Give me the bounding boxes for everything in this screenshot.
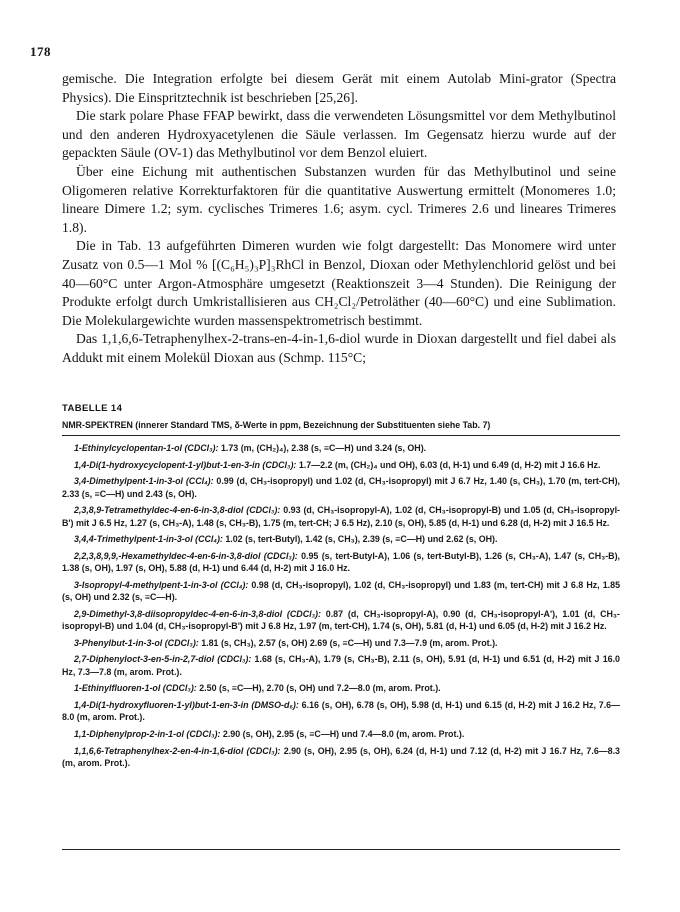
body-paragraph: Die stark polare Phase FFAP bewirkt, dass die verwendeten Lösungsmittel vor dem Methylbutinol und den anderen Hydroxyacetylenen die Säule verlassen. Im Gegensatz hierzu wurde auf der gepackten Säule (OV-1) das Methylbutinol vor dem Benzol eluiert. xyxy=(62,108,616,161)
body-paragraph: Das 1,1,6,6-Tetraphenylhex-2-trans-en-4-in-1,6-diol wurde in Dioxan dargestellt und fiel dabei als Addukt mit einem Molekül Dioxan aus (Schmp. 115°C; xyxy=(62,331,616,365)
body-paragraph: Über eine Eichung mit authentischen Substanzen wurden für das Methylbutinol und seine Oligomeren relative Korrekturfaktoren für die quantitative Auswertung ermittelt (Monomeres 1.0; lineare Dimere 1.2; sym. cyclisches Trimeres 1.6; asym. cycl. Trimeres 2.6 und lineares Trimeres 1.8). xyxy=(62,163,616,235)
compound-name: 2,3,8,9-Tetramethyldec-4-en-6-in-3,8-diol (CDCl₃): xyxy=(74,505,281,516)
table-top-rule xyxy=(62,435,620,436)
nmr-entry xyxy=(62,699,620,724)
nmr-entry xyxy=(62,475,620,500)
nmr-values: 1.81 (s, CH₃), 2.57 (s, OH) 2.69 (s, ≡C—H) und 7.3—7.9 (m, arom. Prot.). xyxy=(198,637,498,648)
table-caption: NMR-SPEKTREN (innerer Standard TMS, δ-Werte in ppm, Bezeichnung der Substituenten siehe Tab. 7) xyxy=(62,420,491,430)
compound-name: 3,4,4-Trimethylpent-1-in-3-ol (CCl₄): xyxy=(74,534,223,545)
nmr-values: 1.02 (s, tert-Butyl), 1.42 (s, CH₃), 2.39 (s, ≡C—H) und 2.62 (s, OH). xyxy=(222,534,498,545)
nmr-entry xyxy=(62,550,620,575)
compound-name: 1-Ethinylfluoren-1-ol (CDCl₃): xyxy=(74,683,197,694)
nmr-values: 0.93 (d, CH₃-isopropyl-A), 1.02 (d, CH₃-isopropyl-B) und 1.05 (d, CH₃-isopropyl-B') mit J 6.5 Hz, 1.27 (s, CH₃-A), 1.48 (s, CH₃-B), 1.75 (m, tert-CH; J 6.5 Hz), 2.10 (s, OH), 5.85 (d, H-1) und 6.28 (d, H-2) mit J 16.5 Hz. xyxy=(62,505,620,528)
nmr-values: 2.90 (s, OH), 2.95 (s, OH), 6.24 (d, H-1) und 7.12 (d, H-2) mit J 16.7 Hz, 7.6—8.3 (m, arom. Prot.). xyxy=(62,745,620,768)
nmr-entry xyxy=(62,459,620,471)
compound-name: 1,1-Diphenylprop-2-in-1-ol (CDCl₃): xyxy=(74,728,221,739)
nmr-entry xyxy=(62,682,620,694)
nmr-entry xyxy=(62,728,620,740)
nmr-values: 2.90 (s, OH), 2.95 (s, ≡C—H) und 7.4—8.0 (m, arom. Prot.). xyxy=(220,728,465,739)
nmr-entry xyxy=(62,504,620,529)
compound-name: 2,9-Dimethyl-3,8-diisopropyldec-4-en-6-in-3,8-diol (CDCl₃): xyxy=(74,608,321,619)
nmr-entry xyxy=(62,745,620,770)
nmr-values: 1.7—2.2 (m, (CH₂)₄ und OH), 6.03 (d, H-1) und 6.49 (d, H-2) mit J 16.6 Hz. xyxy=(296,459,601,470)
nmr-entries xyxy=(62,442,620,774)
body-text xyxy=(62,70,616,368)
compound-name: 1,4-Di(1-hydroxycyclopent-1-yl)but-1-en-3-in (CDCl₃): xyxy=(74,459,297,470)
nmr-entry xyxy=(62,653,620,678)
nmr-values: 0.99 (d, CH₃-isopropyl) und 1.02 (d, CH₃-isopropyl) mit J 6.7 Hz, 1.40 (s, CH₃), 1.70 (m, tert-CH), 2.33 (s, ≡C—H) und 2.43 (s, OH). xyxy=(62,476,620,499)
compound-name: 1-Ethinylcyclopentan-1-ol (CDCl₃): xyxy=(74,443,219,453)
nmr-entry xyxy=(62,608,620,633)
table-title: TABELLE 14 xyxy=(62,403,123,414)
compound-name: 3-Isopropyl-4-methylpent-1-in-3-ol (CCl₄): xyxy=(74,579,249,590)
nmr-entry xyxy=(62,637,620,649)
compound-name: 1,4-Di(1-hydroxyfluoren-1-yl)but-1-en-3-in (DMSO-d₆): xyxy=(74,699,299,710)
nmr-values: 6.16 (s, OH), 6.78 (s, OH), 5.98 (d, H-1) und 6.15 (d, H-2) mit J 16.2 Hz, 7.6—8.0 (m, arom. Prot.). xyxy=(62,699,620,723)
nmr-values: 0.98 (d, CH₃-isopropyl), 1.02 (d, CH₃-isopropyl) und 1.83 (m, tert-CH) mit J 6.8 Hz, 1.85 (s, OH) und 2.32 (s, ≡C—H). xyxy=(62,579,621,603)
nmr-entry xyxy=(62,442,620,454)
nmr-entry xyxy=(62,533,620,545)
body-paragraph: Die in Tab. 13 aufgeführten Dimeren wurden wie folgt dargestellt: Das Monomere wird unter Zusatz von 0.5—1 Mol % [(C₆H₅)₃P]₃RhCl in Benzol, Dioxan oder Methylenchlorid gelöst und bei 40—60°C unter Argon-Atmosphäre umgesetzt (Reaktionszeit 3—4 Stunden). Die Reinigung der Produkte erfolgt durch Umkristallisieren aus CH₂Cl₂/Petroläther (40—60°C) und eine Sublimation. Die Molekulargewichte wurden massenspektrometrisch bestimmt. xyxy=(62,238,616,328)
compound-name: 2,2,3,8,9,9,-Hexamethyldec-4-en-6-in-3,8-diol (CDCl₃): xyxy=(74,550,298,561)
nmr-values: 2.50 (s, ≡C—H), 2.70 (s, OH) und 7.2—8.0 (m, arom. Prot.). xyxy=(196,683,441,694)
compound-name: 3,4-Dimethylpent-1-in-3-ol (CCl₄): xyxy=(74,476,214,487)
nmr-values: 1.68 (s, CH₃-A), 1.79 (s, CH₃-B), 2.11 (s, OH), 5.91 (d, H-1) und 6.51 (d, H-2) mit J 16.0 Hz, 7.3—7.8 (m, arom. Prot.). xyxy=(62,654,620,677)
nmr-values: 0.95 (s, tert-Butyl-A), 1.06 (s, tert-Butyl-B), 1.26 (s, CH₃-A), 1.47 (s, CH₃-B), 1.38 (s, OH), 1.97 (s, OH), 5.88 (d, H-1) und 6.44 (d, H-2) mit J 16.0 Hz. xyxy=(62,550,620,574)
body-paragraph: gemische. Die Integration erfolgte bei diesem Gerät mit einem Autolab Mini-grator (Spectra Physics). Die Einspritztechnik ist beschrieben [25,26]. xyxy=(62,71,616,105)
nmr-values: 0.87 (d, CH₃-isopropyl-A), 0.90 (d, CH₃-isopropyl-A'), 1.01 (d, CH₃-isopropyl-B) und 1.04 (d, CH₃-isopropyl-B') mit J 6.8 Hz, 1.97 (m, tert-CH), 1.74 (s, OH), 5.81 (d, H-1) und 6.05 (d, H-2) mit J 16.2 Hz. xyxy=(62,608,620,632)
compound-name: 2,7-Diphenyloct-3-en-5-in-2,7-diol (CDCl₃): xyxy=(74,654,252,665)
page-number: 178 xyxy=(30,44,51,59)
nmr-entry xyxy=(62,579,620,604)
nmr-values: 1.73 (m, (CH₂)₄), 2.38 (s, ≡C—H) und 3.24 (s, OH). xyxy=(218,443,427,453)
compound-name: 1,1,6,6-Tetraphenylhex-2-en-4-in-1,6-diol (CDCl₃): xyxy=(74,745,281,756)
table-bottom-rule xyxy=(62,849,620,850)
compound-name: 3-Phenylbut-1-in-3-ol (CDCl₃): xyxy=(74,637,199,648)
